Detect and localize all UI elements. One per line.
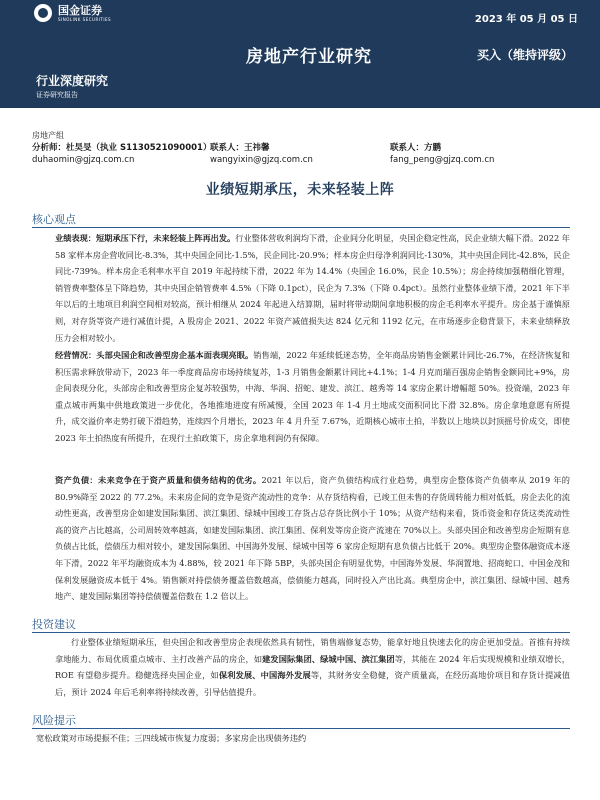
logo-icon	[34, 4, 52, 22]
contact-name: 联系人：方鹏	[390, 143, 442, 153]
report-type: 行业深度研究	[36, 74, 109, 88]
company-logo	[34, 4, 111, 22]
paragraph-text: 等，其能在 2024 年后实现规模和业绩双增长，ROE 有望稳步提升。稳健选择央国企业，如	[55, 653, 570, 681]
paragraph-operations	[55, 347, 570, 447]
analyst-name: 分析师：杜昊旻（执业 S1130521090001）	[32, 143, 212, 153]
section-title-risk: 风险提示	[32, 714, 76, 727]
contact-email[interactable]: fang_peng@gjzq.com.cn	[390, 155, 495, 165]
paragraph-investment	[55, 634, 570, 700]
headline: 业绩短期承压，未来轻装上阵	[205, 182, 395, 198]
recommended-stocks: 建发国际集团、绿城中国、滨江集团	[262, 653, 395, 664]
recommended-stocks: 保利发展、中国海外发展	[218, 670, 311, 681]
analyst-email[interactable]: duhaomin@gjzq.com.cn	[32, 155, 135, 165]
contact-name: 联系人：王祎馨	[210, 143, 270, 153]
logo-en: SINOLINK SECURITIES	[58, 16, 112, 22]
logo-cn: 国金证券	[58, 3, 102, 17]
contact-email[interactable]: wangyixin@gjzq.com.cn	[210, 155, 313, 165]
report-subtitle: 证券研究报告	[36, 91, 78, 99]
section-divider	[32, 227, 570, 228]
paragraph-lead: 经营情况：头部央国企和改善型房企基本面表现亮眼。	[55, 350, 254, 360]
header-banner	[0, 0, 600, 108]
section-title-core: 核心观点	[32, 213, 76, 226]
paragraph-risk: 宽松政策对市场提振不佳；三四线城市恢复力度弱；多家房企出现债务违约	[36, 733, 307, 743]
paragraph-text: 行业整体业绩短期承压，但央国企和改善型房企表现依然具有韧性，销售端修复态势，能拿好地且快速去化的房企更加受益。首推有持续拿地能力、布局优质重点城市、主打改善产品的房企，如	[55, 637, 570, 664]
section-divider	[32, 728, 570, 729]
paragraph-text: 等，其财务安全稳健，资产质量高，在经历高地价项目和存货计提减值后，预计 2024 年后毛利率将持续改善，引导估值提升。	[55, 670, 570, 697]
paragraph-text: 2021 年以后，资产负债结构成行业趋势，典型房企整体资产负债率从 2019 年的 80.9%降至 2022 的 77.2%。未来房企间的竞争是资产流动性的竞争：从存货结构看，已竣工但未售的存货周转能力相对低低，房企去化的流动性更高，改善型房企如建发国际集团、滨江集团、绿城中国竣工存货占总存货比例小于 10%；从资产结构来看，货币资金和存货这类流动性高的资产占比越高，公司周转效率越高，如建发国际集团、滨江集团、保利发等房企资产流速在 70%以上。头部央国企和改善型房企短期有息负债占比低，偿债压力相对较小，建发国际集团、中国海外发展、绿城中国等 6 家房企短期有息负债占比低于 20%。典型房企整体融资成本逐年下滑，2022 年平均融资成本为 4.88%，较 2021 年下降 5BP，头部央国企有明显优势，中国海外发展、华润置地、招商蛇口、中国金茂和保利发展融资成本低于 4%。销售额对持偿债务覆盖倍数越高，偿债能力越高，同时投入产出比高。典型房企中，滨江集团、绿城中国、越秀地产、建发国际集团等持偿债覆盖倍数在 1.2 倍以上。	[55, 475, 570, 602]
report-title: 房地产行业研究	[246, 47, 372, 67]
paragraph-text: 销售端，2022 年延续低迷态势，全年商品房销售金额累计同比-26.7%，在经济恢复和积压需求释放带动下，2023 年一季度商品房市场持续复苏，1-3 月销售金额累计同比+4.1%；1-4 月克而瑞百强房企销售金额同比+9%，房企间表现分化，头部房企和改善型房企复苏较强势，中海、华润、招蛇、建发、滨江、越秀等 14 家房企累计增幅超 50%。投资端，2023 年重点城市两集中供地政策进一步优化，各地推地进度有所减慢，全国 2023 年 1-4 月土地成交面积同比下滑 32.8%。房企拿地意愿有所提升，成交溢价率走势打破下滑趋势，连续四个月增长，2023 年 4 月升至 7.67%，近期核心城市土拍，半数以上地块以封顶摇号价成交，即使 2023 年土拍热度有所提升，在现行土拍政策下，房企拿地利润仍有保障。	[55, 350, 570, 443]
analyst-info	[32, 129, 572, 166]
paragraph-lead: 业绩表现：短期承压下行，未来轻装上阵再出发。	[55, 233, 236, 243]
paragraph-performance	[55, 230, 570, 346]
section-title-investment: 投资建议	[32, 618, 76, 631]
paragraph-balance-sheet	[55, 472, 570, 605]
paragraph-text: 行业整体营收利润均下滑，企业间分化明显，央国企稳定性高，民企业绩大幅下滑。2022 年 58 家样本房企营收同比-8.3%，其中央国企同比-1.5%，民企同比-20.9%；样本房企归母净利润同比-130%，其中央国企同比-42.8%，民企同比-739%。样本房企毛利率水平自 2019 年起持续下滑，2022 年为 14.4%（央国企 16.0%，民企 10.5%）；房企持续加强精细化管理，销管费率整体呈下降趋势，其中央国企销管费率 4.5%（下降 0.1pct），民企为 7.3%（下降 0.4pct）。虽然行业整体业绩下滑，2021 年下半年以后的土地项目利润空间相对较高，预计相继从 2024 年起进入结算期，届时将带动期间拿地积极的房企毛利率水平提升。房企基于谨慎原则，对存货等资产进行减值计提，A 股房企 2021、2022 年资产减值损失达 824 亿元和 1192 亿元，在市场逐步企稳背景下，未来业绩释放压力会相对较小。	[55, 233, 570, 343]
report-date: 2023 年 05 月 05 日	[474, 14, 578, 25]
sector-label: 房地产组	[32, 131, 64, 140]
section-divider	[32, 632, 570, 633]
paragraph-lead: 资产负债：未来竞争在于资产质量和债务结构的优劣。	[55, 475, 262, 485]
rating-badge: 买入（维持评级）	[477, 48, 574, 62]
